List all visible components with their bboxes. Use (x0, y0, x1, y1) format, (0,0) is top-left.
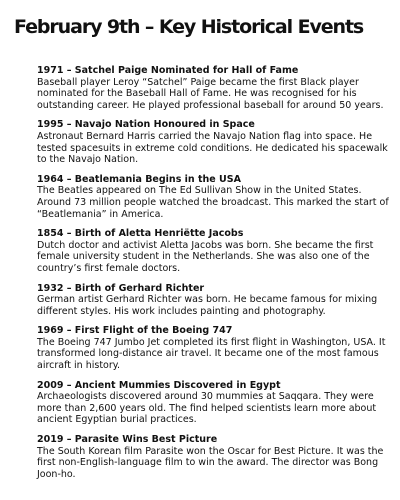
event-entry-1969 (37, 325, 389, 371)
event-description: Astronaut Bernard Harris carried the Navajo Nation flag into space. He tested spacesuits in extreme cold conditions. He dedicated his spacewalk to the Navajo Nation. (37, 130, 388, 166)
event-description: The Beatles appeared on The Ed Sullivan Show in the United States. Around 73 million people watched the broadcast. This marked the start of “Beatlemania” in America. (37, 185, 389, 220)
event-entry-1995 (37, 119, 389, 165)
event-heading: 1854 – Birth of Aletta Henriëtte Jacobs (37, 228, 244, 240)
event-description: German artist Gerhard Richter was born. He became famous for mixing different styles. His work includes painting and photography. (37, 294, 378, 317)
event-description: Dutch doctor and activist Aletta Jacobs was born. She became the first female university student in the Netherlands. She was also one of the country’s first female doctors. (37, 239, 374, 274)
event-description: Archaeologists discovered around 30 mummies at Saqqara. They were more than 2,600 years old. The find helped scientists learn more about ancient Egyptian burial practices. (37, 391, 377, 426)
events-list (37, 65, 389, 488)
event-entry-2019 (37, 434, 389, 480)
event-description: Baseball player Leroy “Satchel” Paige became the first Black player nominated for the Baseball Hall of Fame. He was recognised for his outstanding career. He played professional baseball for around 50 years. (37, 76, 384, 111)
event-entry-1964 (37, 174, 389, 220)
event-heading: 1964 – Beatlemania Begins in the USA (37, 173, 241, 185)
event-heading: 1971 – Satchel Paige Nominated for Hall of Fame (37, 65, 299, 76)
event-entry-1854 (37, 228, 389, 274)
event-heading: 1969 – First Flight of the Boeing 747 (37, 325, 233, 337)
event-heading: 2009 – Ancient Mummies Discovered in Egypt (37, 379, 281, 391)
event-entry-1971 (37, 65, 389, 111)
event-entry-2009 (37, 380, 389, 426)
page-title: February 9th – Key Historical Events (14, 16, 364, 38)
event-entry-1932 (37, 283, 389, 318)
event-description: The Boeing 747 Jumbo Jet completed its first flight in Washington, USA. It transformed long-distance air travel. It became one of the most famous aircraft in history. (37, 336, 386, 372)
event-description: The South Korean film Parasite won the Oscar for Best Picture. It was the first non-English-language film to win the award. The director was Bong Joon-ho. (37, 445, 384, 480)
event-heading: 2019 – Parasite Wins Best Picture (37, 434, 218, 446)
event-heading: 1932 – Birth of Gerhard Richter (37, 282, 205, 294)
event-heading: 1995 – Navajo Nation Honoured in Space (37, 119, 255, 131)
